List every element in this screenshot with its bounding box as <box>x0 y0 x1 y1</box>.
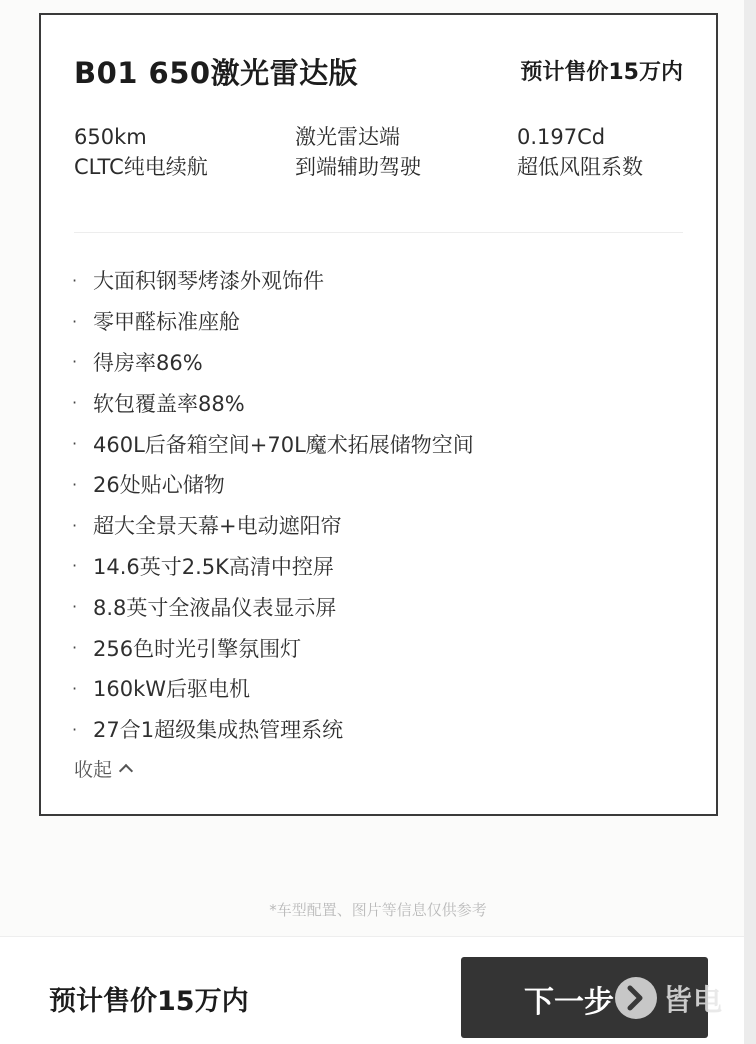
collapse-label: 收起 <box>74 758 113 781</box>
feature-text: 大面积钢琴烤漆外观饰件 <box>93 269 324 294</box>
bullet-icon: · <box>72 474 78 494</box>
spec-range <box>74 122 284 182</box>
feature-text: 27合1超级集成热管理系统 <box>93 718 344 743</box>
feature-list <box>69 260 689 750</box>
spec-lidar <box>295 122 505 182</box>
bullet-icon: · <box>72 270 78 290</box>
chevron-up-icon <box>119 763 133 777</box>
list-item <box>69 546 689 587</box>
list-item <box>69 423 689 464</box>
spec-drag <box>517 122 727 182</box>
list-item <box>69 586 689 627</box>
spec-value: 激光雷达端 <box>295 125 400 149</box>
collapse-toggle[interactable] <box>74 753 131 783</box>
feature-text: 256色时光引擎氛围灯 <box>93 636 302 661</box>
feature-text: 14.6英寸2.5K高清中控屏 <box>93 554 334 579</box>
spec-desc: 到端辅助驾驶 <box>295 155 421 179</box>
list-item <box>69 627 689 668</box>
spec-desc: CLTC纯电续航 <box>74 155 208 179</box>
list-item <box>69 260 689 301</box>
trim-name: B01 650激光雷达版 <box>74 56 359 90</box>
bottom-price-label: 预计售价15万内 <box>49 986 249 1017</box>
list-item <box>69 464 689 505</box>
bullet-icon: · <box>72 556 78 576</box>
bullet-icon: · <box>72 311 78 331</box>
spec-value: 650km <box>74 125 147 149</box>
watermark <box>615 966 723 1030</box>
bullet-icon: · <box>72 678 78 698</box>
feature-text: 160kW后驱电机 <box>93 677 251 702</box>
card-price-label: 预计售价15万内 <box>520 60 683 85</box>
list-item <box>69 342 689 383</box>
card-header <box>74 51 683 91</box>
feature-text: 26处贴心储物 <box>93 473 225 498</box>
bullet-icon: · <box>72 393 78 413</box>
list-item <box>69 301 689 342</box>
spec-value: 0.197Cd <box>517 125 606 149</box>
feature-text: 8.8英寸全液晶仪表显示屏 <box>93 595 337 620</box>
watermark-logo-icon <box>621 983 651 1013</box>
list-item <box>69 382 689 423</box>
right-edge-strip <box>744 0 756 1044</box>
feature-text: 超大全景天幕+电动遮阳帘 <box>93 514 342 539</box>
bullet-icon: · <box>72 719 78 739</box>
watermark-logo-icon <box>615 977 657 1019</box>
list-item <box>69 709 689 750</box>
feature-text: 零甲醛标准座舱 <box>93 310 240 335</box>
list-item <box>69 505 689 546</box>
bullet-icon: · <box>72 597 78 617</box>
spec-desc: 超低风阻系数 <box>517 155 643 179</box>
feature-text: 软包覆盖率88% <box>93 391 245 416</box>
divider <box>74 232 683 233</box>
watermark-text: 皆电 <box>663 982 724 1017</box>
bullet-icon: · <box>72 638 78 658</box>
list-item <box>69 668 689 709</box>
trim-card[interactable] <box>39 13 718 816</box>
bullet-icon: · <box>72 352 78 372</box>
key-specs <box>74 122 694 192</box>
next-step-label: 下一步 <box>524 985 614 1020</box>
feature-text: 460L后备箱空间+70L魔术拓展储物空间 <box>93 432 474 457</box>
bullet-icon: · <box>72 434 78 454</box>
bullet-icon: · <box>72 515 78 535</box>
feature-text: 得房率86% <box>93 350 203 375</box>
disclaimer: *车型配置、图片等信息仅供参考 <box>269 901 487 919</box>
